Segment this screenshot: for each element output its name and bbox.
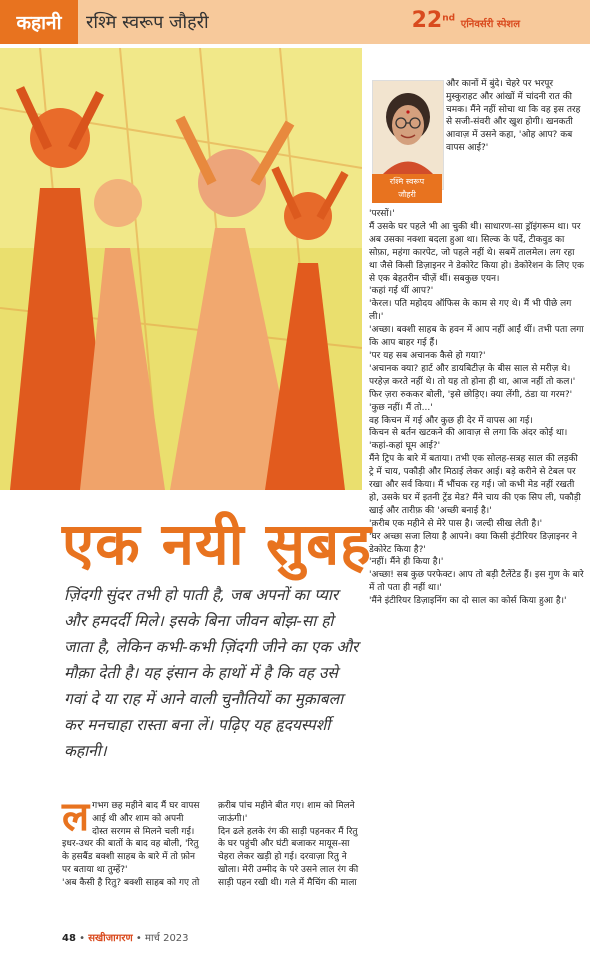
sidebar-paragraph: 'अच्छा! सब कुछ परफेक्ट। आप तो बड़ी टैलेंटेड हैं। इस गुण के बारे में तो पता ही नहीं था।' [369,570,584,594]
sidebar-paragraph: 'केरल। पति महोदय ऑफिस के काम से गए थे। मैं भी पीछे लग ली।' [369,299,572,323]
story-intro: ज़िंदगी सुंदर तभी हो पाती है, जब अपनों का प्यार और हमदर्दी मिले। इसके बिना जीवन बोझ-सा हो जाता है, लेकिन कभी-कभी ज़िंदगी जीने का एक और मौक़ा देती है। यह इंसान के हाथों में है कि वह उसे गवां दे या राह में आने वाली चुनौतियों का मुक़ाबला कर मनचाहा रास्ता बना लें। पढ़िए यह हृदयस्पर्शी कहानी। [64,586,359,760]
author-caption [372,174,442,203]
body-paragraph: 'अब कैसी है रितु? बक्शी साहब को गए तो [62,877,200,888]
drop-cap: ल [62,794,90,840]
anniversary-label: एनिवर्सरी स्पेशल [460,19,520,30]
body-column-2 [218,800,362,890]
body-paragraph: क़रीब पांच महीने बीत गए। शाम को मिलने जाऊंगी।' [218,801,355,824]
sidebar-paragraph: 'कहां-कहां घूम आई?' [369,441,441,452]
sidebar-paragraph: 'क़रीब एक महीने से मेरे पास है। जल्दी सीख लेती है।' [369,518,543,529]
footer-separator: • [135,933,142,944]
sidebar-paragraph: फिर ज़रा रुककर बोली, 'इसे छोड़िए। क्या लेंगी, ठंडा या गरम?' [369,389,573,400]
section-tag: कहानी [0,0,78,44]
anniversary-badge [412,8,520,33]
author-caption-line1: रश्मि स्वरूप [389,177,425,186]
story-illustration [0,48,362,490]
body-paragraph: गभग छह महीने बाद मैं घर वापस आई थी और शाम को अपनी दोस्त सरगम से मिलने चली गई। इधर-उधर की बातों के बाद वह बोली, 'रितु के हसबैंड बक्शी साहब के बारे में तो फ़ोन पर बताया था तुम्हें?' [62,801,200,875]
sidebar-paragraph: मैं उसके घर पहले भी आ चुकी थी। साधारण-सा ड्रॉइंगरूम था। पर अब उसका नक्शा बदला हुआ था। सिल्क के पर्दे, टीकवुड का सोफ़ा, महंगा कारपेट, जो पहले नहीं थे। सबमें तालमेल। लग रहा था जैसे किसी डिज़ाइनर ने डेकोरेट किया हो। डेकोरेशन के लिए एक से एक बेहतरीन चीज़ें थीं। सबकुछ एयन। [369,221,584,284]
issue-date: मार्च 2023 [144,933,189,944]
body-paragraph: दिन ढले हलके रंग की साड़ी पहनकर मैं रितु के घर पहुंची और घंटी बजाकर मायूस-सा चेहरा लेकर खड़ी हो गई। दरवाज़ा रितु ने खोला। मेरी उम्मीद के परे उसने लाल रंग की साड़ी पहन रखी थी। गले में मैचिंग की माला [218,826,359,888]
sidebar-paragraph: 'परसों।' [369,209,395,219]
footer-separator: • [79,933,86,944]
body-column-1 [62,794,200,890]
sidebar-paragraph: 'अचानक क्या? हार्ट और डायबिटीज़ के बीस साल से मरीज़ थे। परहेज़ करते नहीं थे। तो यह तो होना ही था, आज नहीं तो कल।' [369,363,576,387]
header-author: रश्मि स्वरूप जौहरी [86,12,209,33]
sidebar-top-text: और कानों में बुंदे। चेहरे पर भरपूर मुस्कुराहट और आंखों में चांदनी रात की चमक। मैंने नहीं सोचा था कि वह इस तरह से सजी-संवरी और खुश होगी। खनकती आवाज़ में उसने कहा, 'ओह आप? कब वापस आई?' [446,79,581,153]
magazine-name: सखीजागरण [88,933,133,944]
sidebar-paragraph: वह किचन में गई और कुछ ही देर में वापस आ गई। [369,415,533,426]
sidebar-paragraph: 'अच्छा। बक्शी साहब के हवन में आप नहीं आईं थीं। तभी पता लगा कि आप बाहर गई हैं। [369,325,584,349]
sidebar-paragraph: 'नहीं। मैंने ही किया है।' [369,557,444,568]
sidebar-paragraph: 'कहां गई थीं आप?' [369,286,434,297]
author-caption-line2: जौहरी [398,190,416,199]
page-header [0,0,590,44]
sidebar-paragraph: किचन से बर्तन खटकने की आवाज़ से लगा कि अंदर कोई था। [369,428,568,439]
sidebar-paragraph: 'पर यह सब अचानक कैसे हो गया?' [369,350,486,361]
page-number: 48 [62,933,76,944]
anniversary-suffix: nd [442,13,456,24]
story-title: एक नयी सुबह [62,510,372,578]
sidebar-paragraph: मैंने ट्रिप के बारे में बताया। तभी एक सोलह-सत्रह साल की लड़की ट्रे में चाय, पकौड़ी और मिठाई लेकर आई। बड़े करीने से टेबल पर रखा और सर्व किया। मैं भौंचक रह गई। जो कभी मेड नहीं रखती हो, उसके घर में इतनी ट्रेंड मेड? मैंने चाय की एक सिप ली, पकौड़ी खाई और तारीफ़ की 'अच्छी बनाई है।' [369,454,581,516]
page-footer [62,930,189,944]
sidebar-column [369,208,585,608]
sidebar-paragraph: 'मैंने इंटीरियर डिज़ाइनिंग का दो साल का कोर्स किया हुआ है।' [369,596,567,607]
sidebar-paragraph: 'कुछ नहीं। मैं तो...' [369,402,433,413]
sidebar-paragraph: 'घर अच्छा सजा लिया है आपने। क्या किसी इंटीरियर डिज़ाइनर ने डेकोरेट किया है?' [369,531,577,555]
anniversary-number: 22 [411,8,443,33]
